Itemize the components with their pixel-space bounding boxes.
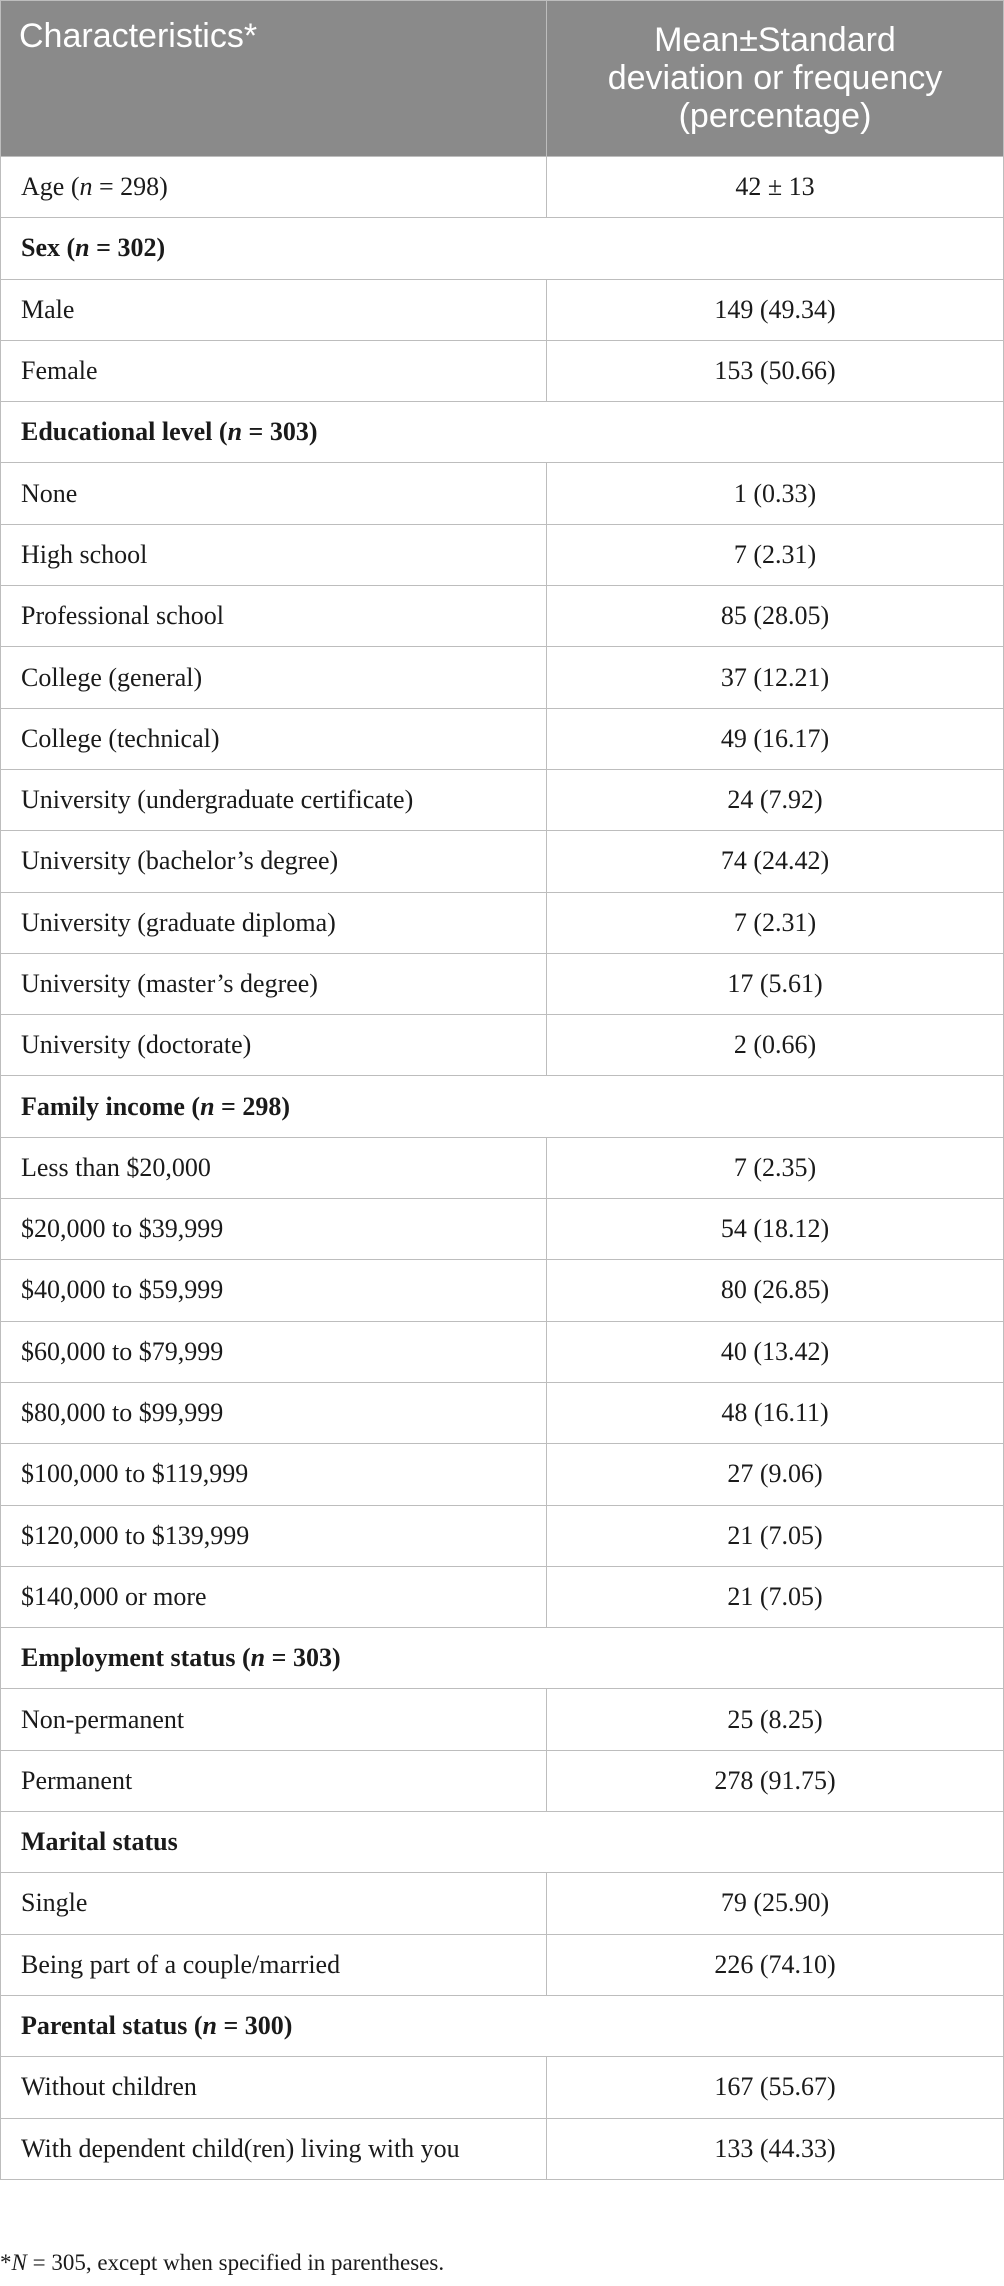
row-label: University (graduate diploma)	[1, 892, 547, 953]
row-label: $120,000 to $139,999	[1, 1505, 547, 1566]
row-label: University (bachelor’s degree)	[1, 831, 547, 892]
table-row	[1, 2118, 1004, 2179]
row-label: $80,000 to $99,999	[1, 1382, 547, 1443]
table-row	[1, 1934, 1004, 1995]
table-row	[1, 1015, 1004, 1076]
row-label: Age (n = 298)	[1, 157, 547, 218]
row-value: 7 (2.35)	[547, 1137, 1004, 1198]
row-label: University (master’s degree)	[1, 953, 547, 1014]
row-value: 7 (2.31)	[547, 524, 1004, 585]
table-row	[1, 2057, 1004, 2118]
table-row	[1, 647, 1004, 708]
table-row	[1, 586, 1004, 647]
table-row	[1, 279, 1004, 340]
row-value: 21 (7.05)	[547, 1566, 1004, 1627]
row-label: University (doctorate)	[1, 1015, 547, 1076]
row-label: $60,000 to $79,999	[1, 1321, 547, 1382]
row-value: 80 (26.85)	[547, 1260, 1004, 1321]
row-label: Less than $20,000	[1, 1137, 547, 1198]
header-characteristics: Characteristics*	[1, 1, 547, 157]
table-row	[1, 1321, 1004, 1382]
section-row-parental	[1, 1995, 1004, 2056]
row-value: 49 (16.17)	[547, 708, 1004, 769]
row-value: 149 (49.34)	[547, 279, 1004, 340]
row-label: $20,000 to $39,999	[1, 1199, 547, 1260]
section-label: Educational level (n = 303)	[1, 402, 1004, 463]
row-value: 85 (28.05)	[547, 586, 1004, 647]
table-row	[1, 1260, 1004, 1321]
table-row	[1, 1382, 1004, 1443]
row-value: 24 (7.92)	[547, 769, 1004, 830]
row-value: 25 (8.25)	[547, 1689, 1004, 1750]
row-label: With dependent child(ren) living with you	[1, 2118, 547, 2179]
table-row	[1, 708, 1004, 769]
row-value: 40 (13.42)	[547, 1321, 1004, 1382]
table-row	[1, 1873, 1004, 1934]
row-value: 54 (18.12)	[547, 1199, 1004, 1260]
row-label: Professional school	[1, 586, 547, 647]
table-row	[1, 157, 1004, 218]
section-label: Sex (n = 302)	[1, 218, 1004, 279]
row-label: High school	[1, 524, 547, 585]
table-row	[1, 1444, 1004, 1505]
row-value: 167 (55.67)	[547, 2057, 1004, 2118]
row-value: 17 (5.61)	[547, 953, 1004, 1014]
row-label: $40,000 to $59,999	[1, 1260, 547, 1321]
row-label: Being part of a couple/married	[1, 1934, 547, 1995]
row-value: 7 (2.31)	[547, 892, 1004, 953]
table-row	[1, 524, 1004, 585]
table-row	[1, 769, 1004, 830]
header-mean-sd-line3: (percentage)	[678, 97, 872, 135]
row-value: 42 ± 13	[547, 157, 1004, 218]
header-mean-sd-line1: Mean±Standard	[654, 21, 896, 59]
row-value: 48 (16.11)	[547, 1382, 1004, 1443]
header-mean-sd-line2: deviation or frequency	[607, 59, 943, 97]
table-row	[1, 831, 1004, 892]
table-row	[1, 953, 1004, 1014]
table-row	[1, 340, 1004, 401]
table-row	[1, 1566, 1004, 1627]
row-value: 37 (12.21)	[547, 647, 1004, 708]
table-row	[1, 1689, 1004, 1750]
row-label: College (general)	[1, 647, 547, 708]
table-row	[1, 892, 1004, 953]
header-mean-sd	[547, 1, 1004, 157]
row-label: College (technical)	[1, 708, 547, 769]
row-label: Non-permanent	[1, 1689, 547, 1750]
row-value: 79 (25.90)	[547, 1873, 1004, 1934]
row-label: Without children	[1, 2057, 547, 2118]
section-row-sex	[1, 218, 1004, 279]
row-value: 226 (74.10)	[547, 1934, 1004, 1995]
table-row	[1, 1505, 1004, 1566]
row-value: 278 (91.75)	[547, 1750, 1004, 1811]
row-label: Female	[1, 340, 547, 401]
section-row-income	[1, 1076, 1004, 1137]
section-label: Family income (n = 298)	[1, 1076, 1004, 1137]
table-row	[1, 1199, 1004, 1260]
row-value: 21 (7.05)	[547, 1505, 1004, 1566]
row-value: 74 (24.42)	[547, 831, 1004, 892]
row-label: University (undergraduate certificate)	[1, 769, 547, 830]
row-value: 2 (0.66)	[547, 1015, 1004, 1076]
row-value: 27 (9.06)	[547, 1444, 1004, 1505]
table-footnote: *N = 305, except when specified in parentheses.	[0, 2250, 445, 2275]
row-label: Male	[1, 279, 547, 340]
row-label: Permanent	[1, 1750, 547, 1811]
table-row	[1, 1750, 1004, 1811]
section-row-employment	[1, 1628, 1004, 1689]
row-label: $100,000 to $119,999	[1, 1444, 547, 1505]
section-row-marital	[1, 1812, 1004, 1873]
row-label: None	[1, 463, 547, 524]
table-row	[1, 1137, 1004, 1198]
row-value: 133 (44.33)	[547, 2118, 1004, 2179]
section-label: Employment status (n = 303)	[1, 1628, 1004, 1689]
row-label: Single	[1, 1873, 547, 1934]
table-row	[1, 463, 1004, 524]
row-value: 153 (50.66)	[547, 340, 1004, 401]
section-row-education	[1, 402, 1004, 463]
row-value: 1 (0.33)	[547, 463, 1004, 524]
section-label: Marital status	[1, 1812, 1004, 1873]
row-label: $140,000 or more	[1, 1566, 547, 1627]
section-label: Parental status (n = 300)	[1, 1995, 1004, 2056]
table-header-row	[1, 1, 1004, 157]
